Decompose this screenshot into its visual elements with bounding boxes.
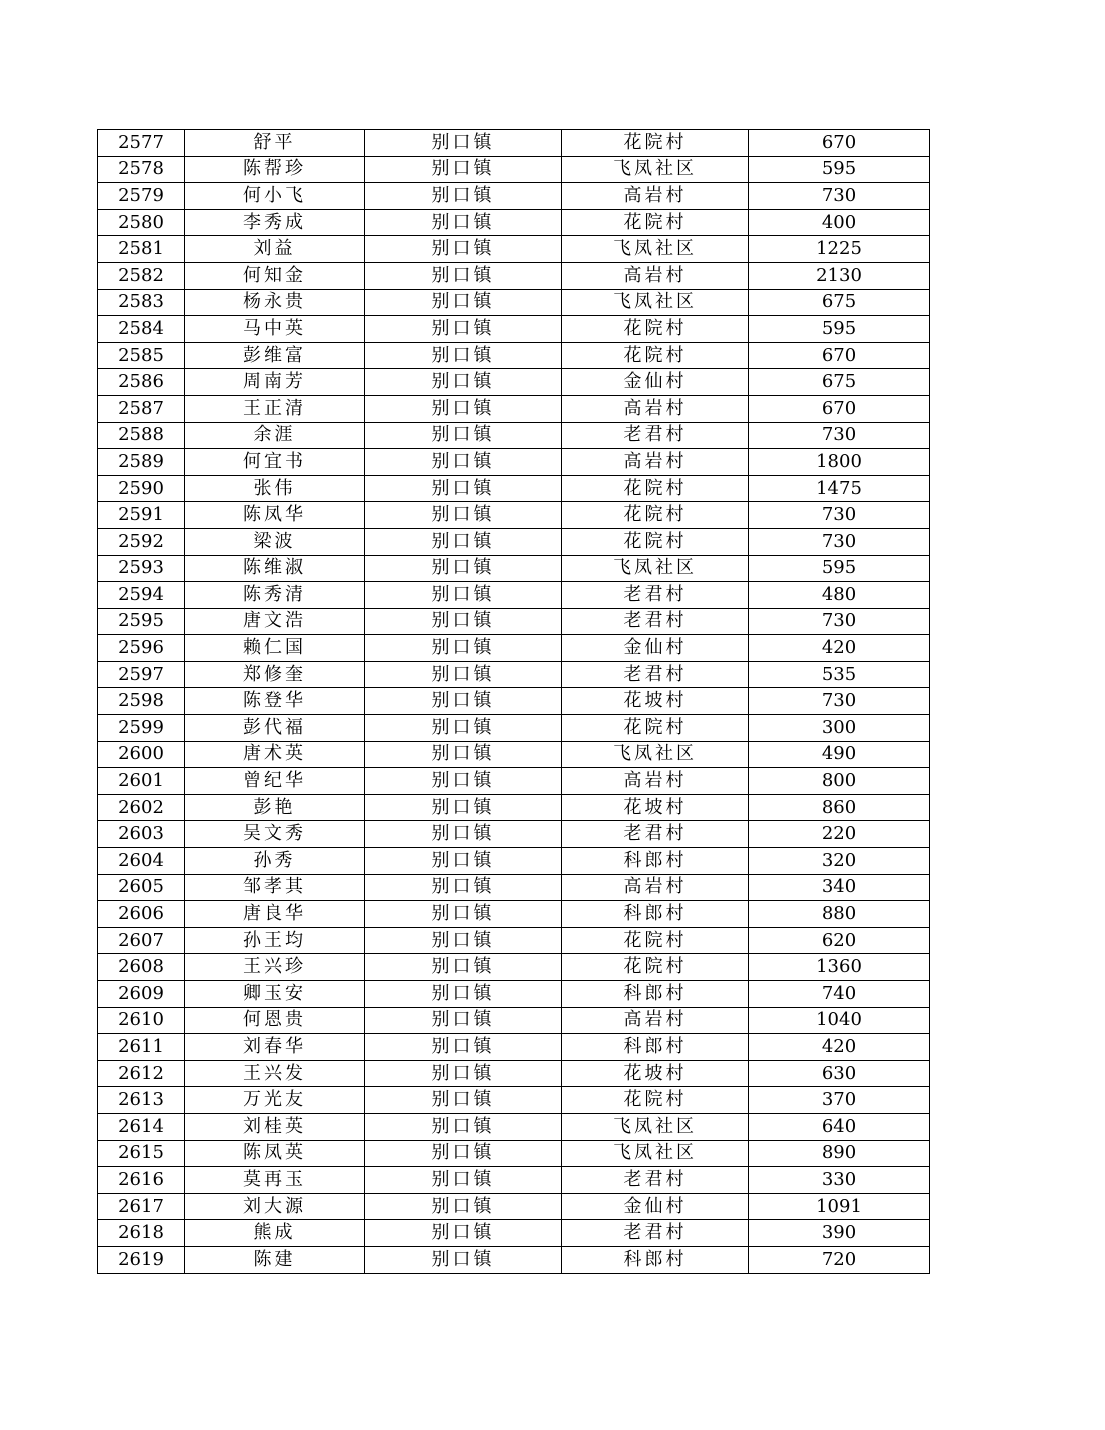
amount-cell: 620 xyxy=(749,927,930,954)
table-row xyxy=(98,741,930,768)
town-cell: 别口镇 xyxy=(365,156,562,183)
table-row xyxy=(98,661,930,688)
name-cell: 何宜书 xyxy=(185,449,365,476)
table-row xyxy=(98,236,930,263)
amount-cell: 420 xyxy=(749,1034,930,1061)
village-cell: 高岩村 xyxy=(562,262,749,289)
name-cell: 王正清 xyxy=(185,395,365,422)
village-cell: 花院村 xyxy=(562,316,749,343)
amount-cell: 670 xyxy=(749,130,930,157)
row-number-cell: 2605 xyxy=(98,874,185,901)
records-body xyxy=(98,130,930,1274)
town-cell: 别口镇 xyxy=(365,661,562,688)
town-cell: 别口镇 xyxy=(365,236,562,263)
row-number-cell: 2594 xyxy=(98,582,185,609)
amount-cell: 670 xyxy=(749,342,930,369)
table-row xyxy=(98,1193,930,1220)
town-cell: 别口镇 xyxy=(365,927,562,954)
village-cell: 飞凤社区 xyxy=(562,1140,749,1167)
row-number-cell: 2591 xyxy=(98,502,185,529)
town-cell: 别口镇 xyxy=(365,848,562,875)
village-cell: 花院村 xyxy=(562,927,749,954)
name-cell: 张伟 xyxy=(185,475,365,502)
village-cell: 老君村 xyxy=(562,1167,749,1194)
name-cell: 郑修奎 xyxy=(185,661,365,688)
village-cell: 花坡村 xyxy=(562,688,749,715)
village-cell: 飞凤社区 xyxy=(562,1113,749,1140)
town-cell: 别口镇 xyxy=(365,1246,562,1273)
town-cell: 别口镇 xyxy=(365,183,562,210)
name-cell: 孙秀 xyxy=(185,848,365,875)
village-cell: 高岩村 xyxy=(562,183,749,210)
name-cell: 刘桂英 xyxy=(185,1113,365,1140)
table-row xyxy=(98,316,930,343)
town-cell: 别口镇 xyxy=(365,1113,562,1140)
village-cell: 老君村 xyxy=(562,661,749,688)
village-cell: 科郎村 xyxy=(562,1034,749,1061)
table-row xyxy=(98,874,930,901)
name-cell: 何恩贵 xyxy=(185,1007,365,1034)
table-row xyxy=(98,1060,930,1087)
table-row xyxy=(98,183,930,210)
village-cell: 科郎村 xyxy=(562,901,749,928)
town-cell: 别口镇 xyxy=(365,475,562,502)
town-cell: 别口镇 xyxy=(365,821,562,848)
row-number-cell: 2595 xyxy=(98,608,185,635)
town-cell: 别口镇 xyxy=(365,635,562,662)
table-row xyxy=(98,1140,930,1167)
name-cell: 陈建 xyxy=(185,1246,365,1273)
row-number-cell: 2586 xyxy=(98,369,185,396)
town-cell: 别口镇 xyxy=(365,555,562,582)
name-cell: 彭艳 xyxy=(185,794,365,821)
village-cell: 高岩村 xyxy=(562,395,749,422)
amount-cell: 330 xyxy=(749,1167,930,1194)
table-row xyxy=(98,715,930,742)
row-number-cell: 2615 xyxy=(98,1140,185,1167)
name-cell: 唐术英 xyxy=(185,741,365,768)
row-number-cell: 2582 xyxy=(98,262,185,289)
village-cell: 高岩村 xyxy=(562,874,749,901)
table-row xyxy=(98,502,930,529)
town-cell: 别口镇 xyxy=(365,1087,562,1114)
row-number-cell: 2617 xyxy=(98,1193,185,1220)
village-cell: 飞凤社区 xyxy=(562,741,749,768)
name-cell: 陈登华 xyxy=(185,688,365,715)
town-cell: 别口镇 xyxy=(365,342,562,369)
table-row xyxy=(98,688,930,715)
village-cell: 花院村 xyxy=(562,954,749,981)
row-number-cell: 2612 xyxy=(98,1060,185,1087)
table-row xyxy=(98,981,930,1008)
name-cell: 陈维淑 xyxy=(185,555,365,582)
table-row xyxy=(98,475,930,502)
town-cell: 别口镇 xyxy=(365,502,562,529)
row-number-cell: 2618 xyxy=(98,1220,185,1247)
name-cell: 何知金 xyxy=(185,262,365,289)
town-cell: 别口镇 xyxy=(365,369,562,396)
amount-cell: 740 xyxy=(749,981,930,1008)
row-number-cell: 2609 xyxy=(98,981,185,1008)
table-row xyxy=(98,209,930,236)
table-row xyxy=(98,1087,930,1114)
name-cell: 马中英 xyxy=(185,316,365,343)
row-number-cell: 2614 xyxy=(98,1113,185,1140)
row-number-cell: 2592 xyxy=(98,528,185,555)
row-number-cell: 2579 xyxy=(98,183,185,210)
village-cell: 高岩村 xyxy=(562,1007,749,1034)
name-cell: 彭代福 xyxy=(185,715,365,742)
town-cell: 别口镇 xyxy=(365,528,562,555)
row-number-cell: 2613 xyxy=(98,1087,185,1114)
amount-cell: 1091 xyxy=(749,1193,930,1220)
name-cell: 莫再玉 xyxy=(185,1167,365,1194)
name-cell: 赖仁国 xyxy=(185,635,365,662)
town-cell: 别口镇 xyxy=(365,209,562,236)
name-cell: 彭维富 xyxy=(185,342,365,369)
name-cell: 刘春华 xyxy=(185,1034,365,1061)
amount-cell: 480 xyxy=(749,582,930,609)
name-cell: 陈凤英 xyxy=(185,1140,365,1167)
village-cell: 花坡村 xyxy=(562,1060,749,1087)
village-cell: 老君村 xyxy=(562,821,749,848)
row-number-cell: 2590 xyxy=(98,475,185,502)
town-cell: 别口镇 xyxy=(365,874,562,901)
town-cell: 别口镇 xyxy=(365,1220,562,1247)
amount-cell: 630 xyxy=(749,1060,930,1087)
amount-cell: 595 xyxy=(749,156,930,183)
village-cell: 飞凤社区 xyxy=(562,236,749,263)
name-cell: 何小飞 xyxy=(185,183,365,210)
name-cell: 王兴发 xyxy=(185,1060,365,1087)
row-number-cell: 2603 xyxy=(98,821,185,848)
table-row xyxy=(98,927,930,954)
amount-cell: 860 xyxy=(749,794,930,821)
amount-cell: 490 xyxy=(749,741,930,768)
name-cell: 王兴珍 xyxy=(185,954,365,981)
table-row xyxy=(98,1034,930,1061)
village-cell: 花院村 xyxy=(562,528,749,555)
amount-cell: 340 xyxy=(749,874,930,901)
village-cell: 老君村 xyxy=(562,608,749,635)
town-cell: 别口镇 xyxy=(365,422,562,449)
name-cell: 孙王均 xyxy=(185,927,365,954)
name-cell: 刘益 xyxy=(185,236,365,263)
name-cell: 梁波 xyxy=(185,528,365,555)
row-number-cell: 2607 xyxy=(98,927,185,954)
records-table xyxy=(97,129,930,1274)
village-cell: 老君村 xyxy=(562,1220,749,1247)
table-row xyxy=(98,289,930,316)
amount-cell: 300 xyxy=(749,715,930,742)
amount-cell: 1800 xyxy=(749,449,930,476)
village-cell: 老君村 xyxy=(562,582,749,609)
village-cell: 金仙村 xyxy=(562,369,749,396)
row-number-cell: 2593 xyxy=(98,555,185,582)
village-cell: 花院村 xyxy=(562,1087,749,1114)
name-cell: 曾纪华 xyxy=(185,768,365,795)
town-cell: 别口镇 xyxy=(365,1007,562,1034)
town-cell: 别口镇 xyxy=(365,316,562,343)
name-cell: 邹孝其 xyxy=(185,874,365,901)
village-cell: 高岩村 xyxy=(562,449,749,476)
village-cell: 飞凤社区 xyxy=(562,555,749,582)
table-row xyxy=(98,342,930,369)
table-row xyxy=(98,395,930,422)
town-cell: 别口镇 xyxy=(365,1140,562,1167)
village-cell: 老君村 xyxy=(562,422,749,449)
town-cell: 别口镇 xyxy=(365,608,562,635)
village-cell: 花院村 xyxy=(562,130,749,157)
village-cell: 高岩村 xyxy=(562,768,749,795)
amount-cell: 640 xyxy=(749,1113,930,1140)
amount-cell: 1040 xyxy=(749,1007,930,1034)
table-row xyxy=(98,901,930,928)
name-cell: 万光友 xyxy=(185,1087,365,1114)
town-cell: 别口镇 xyxy=(365,954,562,981)
amount-cell: 800 xyxy=(749,768,930,795)
town-cell: 别口镇 xyxy=(365,1167,562,1194)
amount-cell: 730 xyxy=(749,422,930,449)
village-cell: 花院村 xyxy=(562,209,749,236)
town-cell: 别口镇 xyxy=(365,981,562,1008)
name-cell: 陈凤华 xyxy=(185,502,365,529)
amount-cell: 730 xyxy=(749,688,930,715)
name-cell: 舒平 xyxy=(185,130,365,157)
town-cell: 别口镇 xyxy=(365,688,562,715)
town-cell: 别口镇 xyxy=(365,1193,562,1220)
table-row xyxy=(98,1246,930,1273)
row-number-cell: 2587 xyxy=(98,395,185,422)
town-cell: 别口镇 xyxy=(365,395,562,422)
name-cell: 刘大源 xyxy=(185,1193,365,1220)
table-row xyxy=(98,422,930,449)
amount-cell: 675 xyxy=(749,289,930,316)
row-number-cell: 2584 xyxy=(98,316,185,343)
amount-cell: 535 xyxy=(749,661,930,688)
row-number-cell: 2581 xyxy=(98,236,185,263)
table-row xyxy=(98,821,930,848)
name-cell: 熊成 xyxy=(185,1220,365,1247)
table-row xyxy=(98,449,930,476)
table-row xyxy=(98,608,930,635)
amount-cell: 370 xyxy=(749,1087,930,1114)
amount-cell: 320 xyxy=(749,848,930,875)
table-row xyxy=(98,768,930,795)
row-number-cell: 2608 xyxy=(98,954,185,981)
town-cell: 别口镇 xyxy=(365,794,562,821)
row-number-cell: 2616 xyxy=(98,1167,185,1194)
village-cell: 金仙村 xyxy=(562,1193,749,1220)
village-cell: 科郎村 xyxy=(562,1246,749,1273)
village-cell: 花坡村 xyxy=(562,794,749,821)
name-cell: 周南芳 xyxy=(185,369,365,396)
village-cell: 科郎村 xyxy=(562,981,749,1008)
table-row xyxy=(98,954,930,981)
row-number-cell: 2610 xyxy=(98,1007,185,1034)
village-cell: 花院村 xyxy=(562,475,749,502)
amount-cell: 730 xyxy=(749,528,930,555)
amount-cell: 2130 xyxy=(749,262,930,289)
town-cell: 别口镇 xyxy=(365,901,562,928)
row-number-cell: 2583 xyxy=(98,289,185,316)
table-row xyxy=(98,848,930,875)
table-row xyxy=(98,130,930,157)
town-cell: 别口镇 xyxy=(365,741,562,768)
name-cell: 吴文秀 xyxy=(185,821,365,848)
village-cell: 科郎村 xyxy=(562,848,749,875)
amount-cell: 730 xyxy=(749,608,930,635)
amount-cell: 1475 xyxy=(749,475,930,502)
amount-cell: 730 xyxy=(749,183,930,210)
table-row xyxy=(98,555,930,582)
row-number-cell: 2604 xyxy=(98,848,185,875)
name-cell: 陈帮珍 xyxy=(185,156,365,183)
table-row xyxy=(98,262,930,289)
amount-cell: 595 xyxy=(749,555,930,582)
name-cell: 杨永贵 xyxy=(185,289,365,316)
table-row xyxy=(98,156,930,183)
amount-cell: 720 xyxy=(749,1246,930,1273)
amount-cell: 880 xyxy=(749,901,930,928)
row-number-cell: 2601 xyxy=(98,768,185,795)
table-row xyxy=(98,794,930,821)
row-number-cell: 2611 xyxy=(98,1034,185,1061)
town-cell: 别口镇 xyxy=(365,262,562,289)
town-cell: 别口镇 xyxy=(365,768,562,795)
row-number-cell: 2585 xyxy=(98,342,185,369)
amount-cell: 400 xyxy=(749,209,930,236)
table-row xyxy=(98,635,930,662)
row-number-cell: 2602 xyxy=(98,794,185,821)
town-cell: 别口镇 xyxy=(365,1060,562,1087)
town-cell: 别口镇 xyxy=(365,130,562,157)
table-row xyxy=(98,1220,930,1247)
village-cell: 花院村 xyxy=(562,715,749,742)
town-cell: 别口镇 xyxy=(365,715,562,742)
name-cell: 余涯 xyxy=(185,422,365,449)
amount-cell: 730 xyxy=(749,502,930,529)
village-cell: 花院村 xyxy=(562,342,749,369)
row-number-cell: 2599 xyxy=(98,715,185,742)
table-row xyxy=(98,582,930,609)
town-cell: 别口镇 xyxy=(365,582,562,609)
amount-cell: 675 xyxy=(749,369,930,396)
amount-cell: 890 xyxy=(749,1140,930,1167)
amount-cell: 1225 xyxy=(749,236,930,263)
table-row xyxy=(98,369,930,396)
village-cell: 飞凤社区 xyxy=(562,289,749,316)
amount-cell: 420 xyxy=(749,635,930,662)
row-number-cell: 2577 xyxy=(98,130,185,157)
town-cell: 别口镇 xyxy=(365,289,562,316)
town-cell: 别口镇 xyxy=(365,449,562,476)
table-row xyxy=(98,528,930,555)
amount-cell: 220 xyxy=(749,821,930,848)
village-cell: 花院村 xyxy=(562,502,749,529)
table-row xyxy=(98,1167,930,1194)
row-number-cell: 2596 xyxy=(98,635,185,662)
name-cell: 唐文浩 xyxy=(185,608,365,635)
row-number-cell: 2600 xyxy=(98,741,185,768)
name-cell: 陈秀清 xyxy=(185,582,365,609)
amount-cell: 595 xyxy=(749,316,930,343)
row-number-cell: 2588 xyxy=(98,422,185,449)
name-cell: 卿玉安 xyxy=(185,981,365,1008)
table-row xyxy=(98,1113,930,1140)
row-number-cell: 2589 xyxy=(98,449,185,476)
village-cell: 飞凤社区 xyxy=(562,156,749,183)
amount-cell: 390 xyxy=(749,1220,930,1247)
row-number-cell: 2597 xyxy=(98,661,185,688)
name-cell: 李秀成 xyxy=(185,209,365,236)
row-number-cell: 2606 xyxy=(98,901,185,928)
row-number-cell: 2619 xyxy=(98,1246,185,1273)
amount-cell: 1360 xyxy=(749,954,930,981)
town-cell: 别口镇 xyxy=(365,1034,562,1061)
village-cell: 金仙村 xyxy=(562,635,749,662)
row-number-cell: 2578 xyxy=(98,156,185,183)
name-cell: 唐良华 xyxy=(185,901,365,928)
row-number-cell: 2580 xyxy=(98,209,185,236)
row-number-cell: 2598 xyxy=(98,688,185,715)
table-row xyxy=(98,1007,930,1034)
amount-cell: 670 xyxy=(749,395,930,422)
